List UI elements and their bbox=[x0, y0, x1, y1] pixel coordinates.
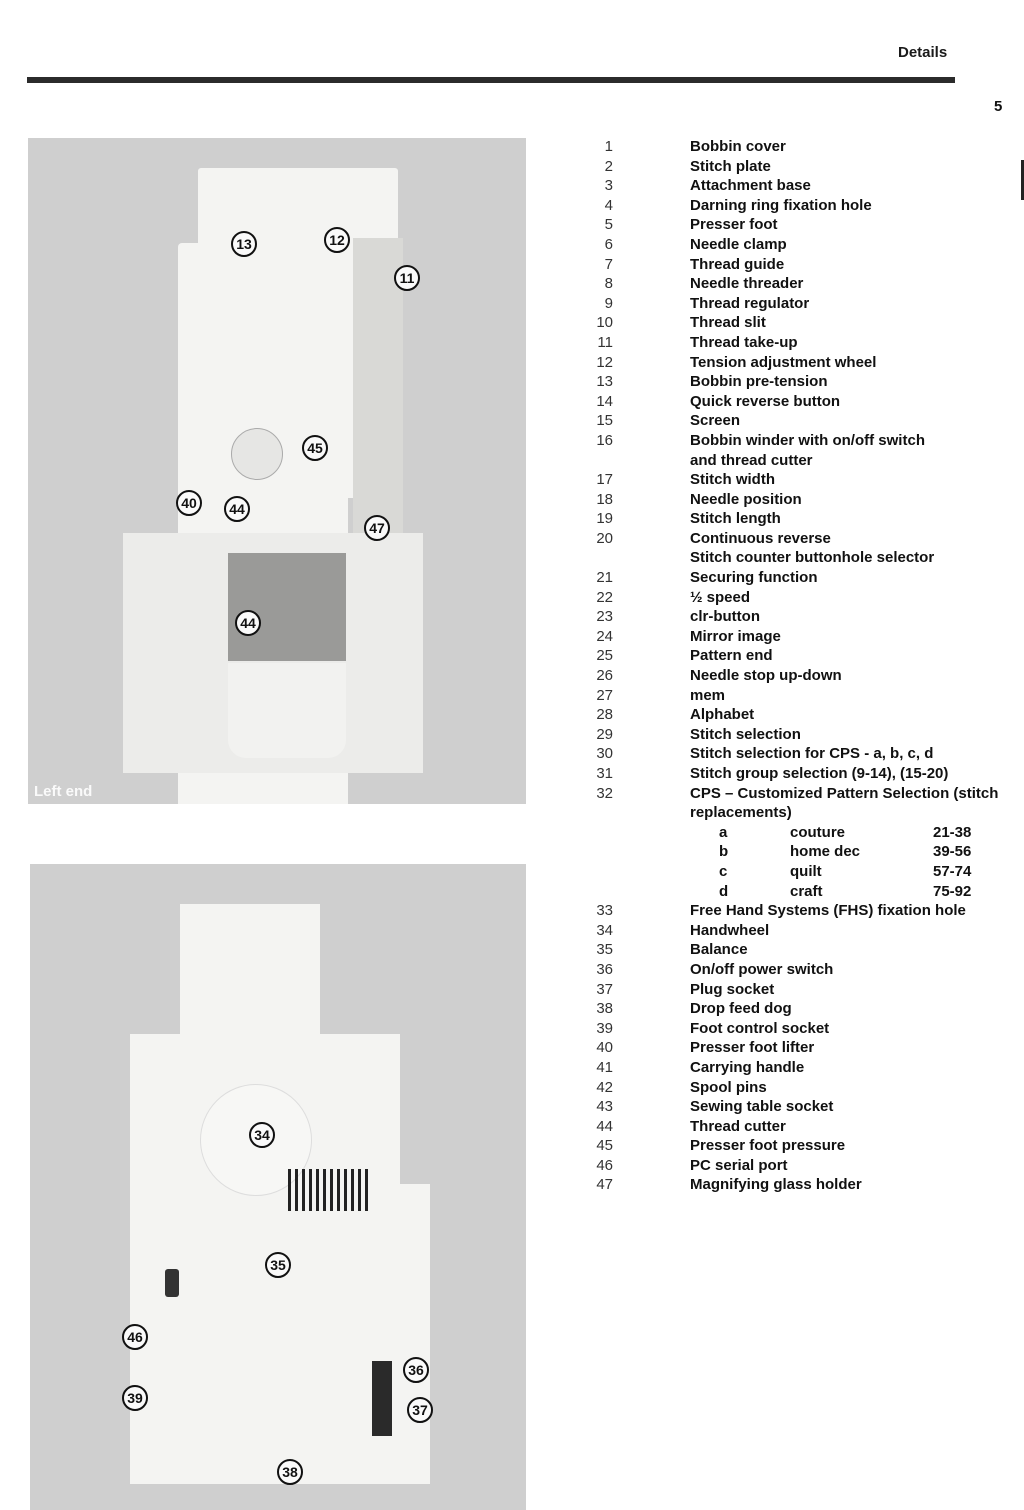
legend-item bbox=[560, 392, 1024, 412]
legend-item-number: 28 bbox=[596, 706, 613, 724]
legend-item-label: Thread cutter bbox=[690, 1117, 786, 1135]
legend-item-label: Bobbin cover bbox=[690, 138, 786, 155]
callout-46: 46 bbox=[122, 1324, 148, 1350]
legend-item-number: 12 bbox=[596, 353, 613, 371]
legend-item bbox=[560, 666, 1024, 686]
legend-item bbox=[560, 803, 1024, 823]
legend-item bbox=[560, 470, 1024, 490]
cps-range: 75-92 bbox=[933, 882, 972, 900]
legend-item bbox=[560, 980, 1024, 1000]
legend-item bbox=[560, 411, 1024, 431]
legend-item-label: Alphabet bbox=[690, 706, 755, 724]
legend-item-number: 36 bbox=[596, 960, 613, 978]
legend-item-number: 33 bbox=[596, 902, 613, 920]
legend-item bbox=[560, 588, 1024, 608]
legend-item-label: Stitch counter buttonhole selector bbox=[690, 549, 935, 567]
legend-item-label: and thread cutter bbox=[690, 451, 813, 469]
legend-item bbox=[560, 568, 1024, 588]
legend-item bbox=[560, 705, 1024, 725]
legend-item bbox=[560, 940, 1024, 960]
legend-item-label: Stitch length bbox=[690, 510, 781, 528]
legend-item-number: 47 bbox=[596, 1176, 613, 1194]
cps-subitem bbox=[560, 842, 1024, 862]
cps-range: 57-74 bbox=[933, 862, 972, 880]
callout-45: 45 bbox=[302, 435, 328, 461]
legend-item bbox=[560, 744, 1024, 764]
photo-caption: Left end bbox=[34, 783, 93, 800]
legend-item-number: 15 bbox=[596, 412, 613, 430]
legend-item-label: On/off power switch bbox=[690, 960, 834, 978]
legend-item-number: 11 bbox=[597, 333, 613, 351]
legend-item bbox=[560, 1078, 1024, 1098]
cps-letter: c bbox=[719, 862, 728, 880]
callout-44-lower: 44 bbox=[235, 610, 261, 636]
legend-item-number: 16 bbox=[596, 431, 613, 449]
legend-item-label: CPS – Customized Pattern Selection (stitch bbox=[690, 784, 999, 802]
legend-item-number: 21 bbox=[596, 569, 613, 587]
power-switch-panel bbox=[372, 1361, 392, 1436]
legend-item-number: 17 bbox=[596, 471, 613, 489]
legend-item bbox=[560, 1117, 1024, 1137]
legend-item-number: 24 bbox=[596, 627, 613, 645]
callout-47: 47 bbox=[364, 515, 390, 541]
cps-name: couture bbox=[790, 823, 846, 841]
legend-item bbox=[560, 451, 1024, 471]
legend-item-label: Stitch selection for CPS - a, b, c, d bbox=[690, 745, 934, 763]
cps-letter: d bbox=[719, 882, 729, 900]
legend-item-number: 18 bbox=[596, 490, 613, 508]
legend-item bbox=[560, 333, 1024, 353]
callout-13: 13 bbox=[231, 231, 257, 257]
legend-item-number: 1 bbox=[604, 138, 613, 155]
legend-item bbox=[560, 548, 1024, 568]
legend-item-number: 43 bbox=[596, 1098, 613, 1116]
legend-item-label: Thread guide bbox=[690, 255, 785, 273]
legend-item-label: Plug socket bbox=[690, 980, 775, 998]
legend-item-number: 22 bbox=[596, 588, 613, 606]
legend-item-label: clr-button bbox=[690, 608, 760, 626]
callout-37: 37 bbox=[407, 1397, 433, 1423]
callout-36: 36 bbox=[403, 1357, 429, 1383]
legend-item-number: 35 bbox=[596, 941, 613, 959]
free-arm bbox=[228, 663, 346, 758]
legend-item-label: Darning ring fixation hole bbox=[690, 196, 872, 214]
legend-item bbox=[560, 294, 1024, 314]
cps-letter: b bbox=[719, 843, 729, 861]
parts-legend bbox=[560, 137, 1024, 1195]
legend-item-label: Needle stop up-down bbox=[690, 667, 842, 685]
legend-item-number: 8 bbox=[604, 275, 613, 293]
legend-item-number bbox=[560, 803, 613, 823]
legend-item bbox=[560, 1136, 1024, 1156]
legend-item-number: 26 bbox=[596, 667, 613, 685]
legend-item-label: Balance bbox=[690, 941, 748, 959]
legend-item-number: 29 bbox=[596, 725, 613, 743]
legend-item-number: 31 bbox=[596, 765, 613, 782]
legend-item-label: Presser foot bbox=[690, 216, 778, 234]
legend-item-label: Stitch selection bbox=[690, 725, 801, 743]
cps-letter: a bbox=[719, 823, 728, 841]
legend-item-number: 25 bbox=[596, 647, 613, 665]
legend-item bbox=[560, 196, 1024, 216]
legend-item-label: Tension adjustment wheel bbox=[690, 353, 877, 371]
legend-item-label: Stitch plate bbox=[690, 157, 771, 175]
legend-item-label: Continuous reverse bbox=[690, 529, 831, 547]
legend-item bbox=[560, 1058, 1024, 1078]
legend-item-label: Bobbin winder with on/off switch bbox=[690, 431, 925, 449]
legend-item-number: 6 bbox=[604, 235, 613, 253]
legend-item-number: 45 bbox=[596, 1137, 613, 1155]
cps-range: 39-56 bbox=[933, 843, 972, 861]
legend-item-label: Spool pins bbox=[690, 1078, 767, 1096]
legend-item bbox=[560, 372, 1024, 392]
legend-item bbox=[560, 1019, 1024, 1039]
legend-item bbox=[560, 529, 1024, 549]
cps-sublist bbox=[560, 823, 1024, 901]
legend-item-number: 7 bbox=[604, 255, 613, 273]
legend-item-number: 46 bbox=[596, 1156, 613, 1174]
legend-item bbox=[560, 1038, 1024, 1058]
cps-name: home dec bbox=[790, 843, 861, 861]
legend-item-label: Drop feed dog bbox=[690, 1000, 792, 1018]
legend-item bbox=[560, 509, 1024, 529]
legend-item bbox=[560, 686, 1024, 706]
legend-item-number: 20 bbox=[596, 529, 613, 547]
header-rule bbox=[27, 77, 955, 83]
legend-item-label: Mirror image bbox=[690, 627, 781, 645]
legend-item-number: 37 bbox=[596, 980, 613, 998]
legend-item-label: Magnifying glass holder bbox=[690, 1176, 862, 1194]
legend-item-label: mem bbox=[690, 686, 726, 704]
legend-item-label: Thread slit bbox=[690, 314, 766, 332]
callout-44-upper: 44 bbox=[224, 496, 250, 522]
legend-item-number: 2 bbox=[604, 157, 613, 175]
legend-item bbox=[560, 255, 1024, 275]
legend-item-number: 19 bbox=[596, 510, 613, 528]
legend-item bbox=[560, 353, 1024, 373]
legend-item bbox=[560, 235, 1024, 255]
legend-item-label: Stitch group selection (9-14), (15-20) bbox=[690, 765, 949, 782]
callout-39: 39 bbox=[122, 1385, 148, 1411]
legend-item-number: 4 bbox=[604, 196, 613, 214]
balance-scale-bars bbox=[288, 1169, 368, 1211]
legend-item-label: Presser foot pressure bbox=[690, 1137, 846, 1155]
legend-item bbox=[560, 1156, 1024, 1176]
legend-item-number: 32 bbox=[596, 784, 613, 802]
legend-item bbox=[560, 646, 1024, 666]
legend-item-label: Needle clamp bbox=[690, 235, 787, 253]
legend-item-label: Screen bbox=[690, 412, 741, 430]
legend-item-number: 10 bbox=[596, 314, 613, 332]
legend-item-label: Bobbin pre-tension bbox=[690, 373, 828, 391]
legend-item bbox=[560, 176, 1024, 196]
legend-item-label: Thread take-up bbox=[690, 333, 798, 351]
callout-35: 35 bbox=[265, 1252, 291, 1278]
legend-item-number bbox=[560, 451, 613, 471]
callout-38: 38 bbox=[277, 1459, 303, 1485]
callout-40: 40 bbox=[176, 490, 202, 516]
cps-subitem bbox=[560, 882, 1024, 902]
page-number: 5 bbox=[994, 98, 1003, 115]
legend-item bbox=[560, 215, 1024, 235]
legend-item bbox=[560, 725, 1024, 745]
legend-item bbox=[560, 1175, 1024, 1195]
legend-item bbox=[560, 274, 1024, 294]
dial-knob bbox=[231, 428, 283, 480]
cps-subitem bbox=[560, 862, 1024, 882]
legend-item-label: Handwheel bbox=[690, 921, 770, 939]
legend-item bbox=[560, 784, 1024, 804]
legend-item-number: 42 bbox=[596, 1078, 613, 1096]
legend-item-label: Foot control socket bbox=[690, 1019, 830, 1037]
legend-item-number: 5 bbox=[604, 216, 613, 234]
callout-34: 34 bbox=[249, 1122, 275, 1148]
photo-right-end-view bbox=[30, 864, 526, 1510]
legend-item-label: PC serial port bbox=[690, 1156, 788, 1174]
legend-item-number: 39 bbox=[596, 1019, 613, 1037]
callout-11: 11 bbox=[394, 265, 420, 291]
legend-item-label: Sewing table socket bbox=[690, 1098, 834, 1116]
cps-subitem bbox=[560, 823, 1024, 843]
legend-item-label: Securing function bbox=[690, 569, 818, 587]
legend-item bbox=[560, 1097, 1024, 1117]
legend-item-number: 14 bbox=[596, 392, 613, 410]
pc-serial-port bbox=[165, 1269, 179, 1297]
legend-item-number: 41 bbox=[596, 1058, 613, 1076]
section-title: Details bbox=[898, 44, 948, 61]
legend-item-number: 3 bbox=[604, 177, 613, 195]
legend-item bbox=[560, 431, 1024, 451]
legend-item-label: Pattern end bbox=[690, 647, 773, 665]
legend-item bbox=[560, 607, 1024, 627]
stitch-plate-area bbox=[228, 553, 346, 661]
legend-item-label: Carrying handle bbox=[690, 1058, 805, 1076]
legend-item bbox=[560, 921, 1024, 941]
legend-continued-list bbox=[560, 901, 1024, 1195]
cps-name: quilt bbox=[790, 862, 822, 880]
legend-item-label: Quick reverse button bbox=[690, 392, 841, 410]
legend-item-number bbox=[560, 548, 613, 568]
legend-item-number: 40 bbox=[596, 1039, 613, 1057]
cps-name: craft bbox=[790, 882, 823, 900]
legend-item-number: 38 bbox=[596, 1000, 613, 1018]
legend-item bbox=[560, 764, 1024, 784]
legend-item-label: Needle threader bbox=[690, 275, 804, 293]
legend-item-label: Thread regulator bbox=[690, 294, 810, 312]
legend-item-number: 13 bbox=[596, 373, 613, 391]
legend-item bbox=[560, 313, 1024, 333]
legend-item bbox=[560, 137, 1024, 157]
legend-item-label: Stitch width bbox=[690, 471, 775, 489]
legend-item-number: 34 bbox=[596, 921, 613, 939]
legend-item bbox=[560, 901, 1024, 921]
legend-item-number: 9 bbox=[604, 294, 613, 312]
cps-range: 21-38 bbox=[933, 823, 972, 841]
legend-item-number: 27 bbox=[596, 686, 613, 704]
legend-item-label: Presser foot lifter bbox=[690, 1039, 815, 1057]
legend-item-label: Free Hand Systems (FHS) fixation hole bbox=[690, 902, 966, 920]
legend-item bbox=[560, 490, 1024, 510]
legend-item bbox=[560, 999, 1024, 1019]
legend-item-label: Needle position bbox=[690, 490, 802, 508]
legend-item bbox=[560, 960, 1024, 980]
callout-12: 12 bbox=[324, 227, 350, 253]
legend-item-number: 23 bbox=[596, 608, 613, 626]
legend-item-label: Attachment base bbox=[690, 177, 811, 195]
legend-item bbox=[560, 627, 1024, 647]
legend-item-number: 30 bbox=[596, 745, 613, 763]
legend-item-number: 44 bbox=[596, 1117, 613, 1135]
photo-left-end-view bbox=[28, 138, 526, 804]
machine-lower-body bbox=[130, 1184, 430, 1484]
legend-item-label: ½ speed bbox=[690, 588, 751, 606]
legend-main-list bbox=[560, 137, 1024, 823]
legend-item bbox=[560, 157, 1024, 177]
legend-item-label: replacements) bbox=[690, 804, 792, 822]
